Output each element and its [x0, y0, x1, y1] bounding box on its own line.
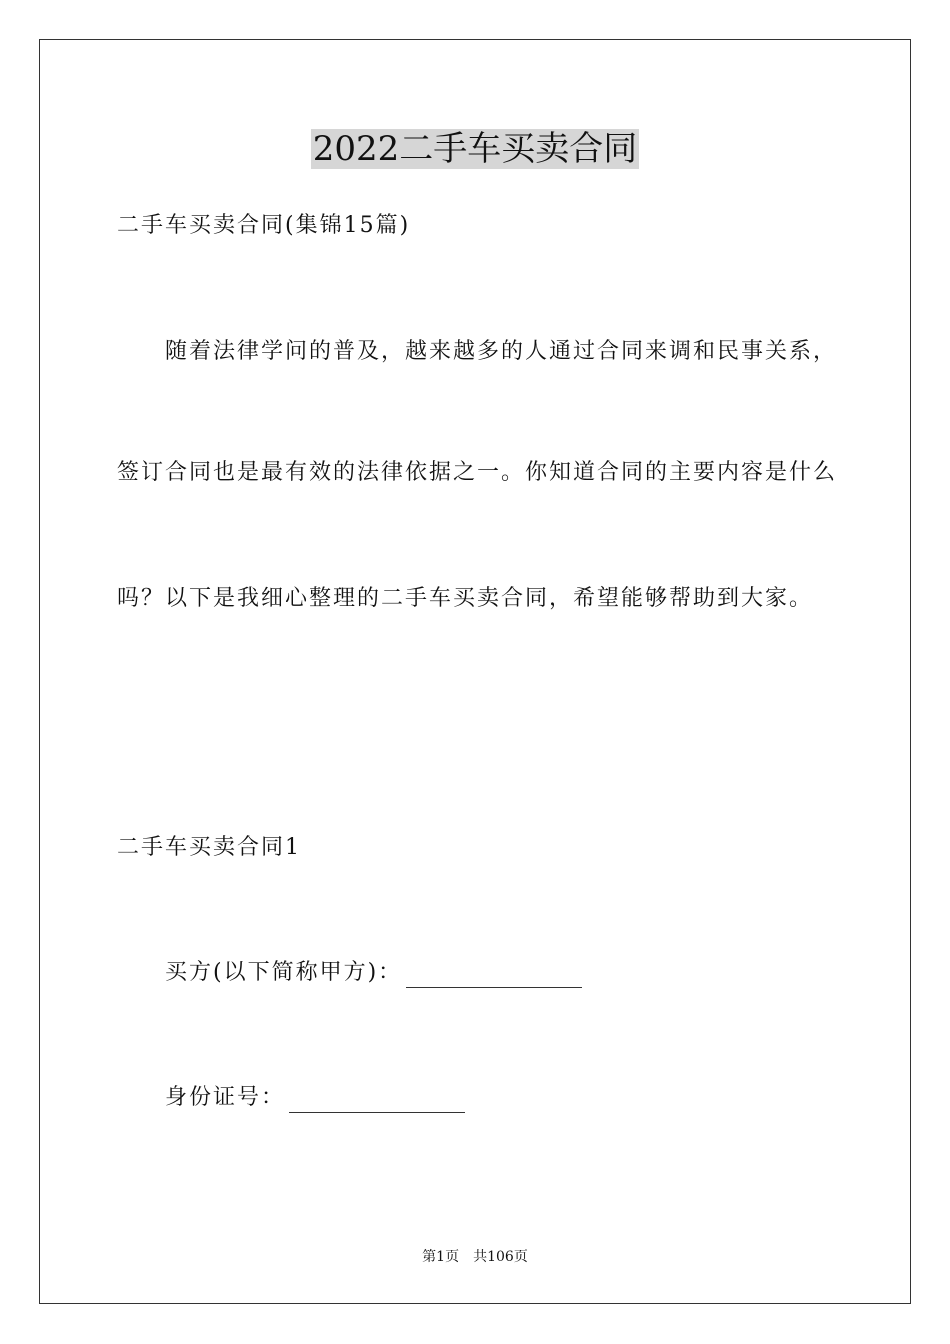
intro-line-1: 随着法律学问的普及，越来越多的人通过合同来调和民事关系， [165, 339, 838, 364]
id-number-field-label: 身份证号： [165, 1085, 286, 1110]
document-title [0, 126, 950, 172]
section-heading: 二手车买卖合同1 [117, 835, 301, 860]
page-number-current: 第1页 [422, 1249, 460, 1265]
intro-line-2: 签订合同也是最有效的法律依据之一。你知道合同的主要内容是什么 [117, 460, 838, 485]
page-number-total: 共106页 [473, 1249, 528, 1265]
buyer-field-row [165, 958, 582, 988]
document-subtitle: 二手车买卖合同(集锦15篇) [117, 213, 411, 238]
intro-line-3: 吗？以下是我细心整理的二手车买卖合同，希望能够帮助到大家。 [117, 586, 814, 611]
id-number-field-row [165, 1083, 465, 1113]
buyer-field-label: 买方(以下简称甲方)： [165, 960, 403, 985]
id-number-blank[interactable] [289, 1090, 465, 1113]
page-footer [0, 1247, 950, 1267]
buyer-name-blank[interactable] [406, 965, 582, 988]
title-text: 2022二手车买卖合同 [312, 129, 638, 169]
